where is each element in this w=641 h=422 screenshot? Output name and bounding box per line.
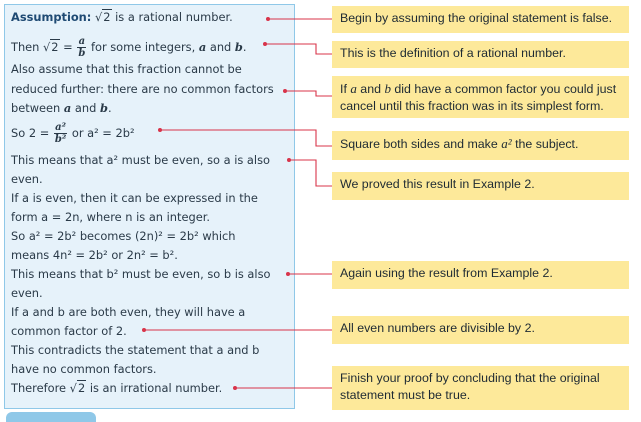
proof-line-5: between a and b.	[11, 101, 112, 115]
line2-suffix: for some integers,	[90, 40, 196, 54]
proof-line-13: This means that b² must be even, so b is also	[11, 267, 271, 281]
proof-line-7: This means that a² must be even, so a is also	[11, 153, 270, 167]
note-text: This is the definition of a rational number.	[340, 46, 566, 60]
proof-line-9: If a is even, then it can be expressed in the	[11, 191, 258, 205]
proof-line-definition: Then √2 = $\frac{a}{b}$ for some integers, a and b.	[11, 36, 247, 59]
line2-prefix: Then	[11, 40, 40, 54]
connector-dot-4	[158, 128, 162, 132]
note-again-example-2	[332, 261, 629, 289]
proof-line-8: even.	[11, 172, 43, 186]
connector-4	[160, 130, 332, 146]
note-conclusion: Finish your proof by concluding that the original statement must be true.	[332, 366, 629, 410]
note-text: Again using the result from Example 2.	[340, 266, 553, 280]
proof-line-14: even.	[11, 286, 43, 300]
note-even-divisible	[332, 316, 629, 344]
note-common-factor: If a and b did have a common factor you could just cancel until this fraction was in its simplest form.	[332, 76, 629, 118]
proof-line-3: Also assume that this fraction cannot be	[11, 62, 242, 76]
connector-dot-8	[233, 386, 237, 390]
proof-line-10: form a = 2n, where n is an integer.	[11, 210, 210, 224]
line2-equals: =	[63, 40, 73, 54]
connector-dot-2	[263, 42, 267, 46]
var-b: b	[234, 40, 243, 54]
proof-line-15: If a and b are both even, they will have a	[11, 305, 246, 319]
proof-line-4: reduced further: there are no common factors	[11, 82, 274, 96]
connector-dot-5	[287, 158, 291, 162]
connector-dot-7	[142, 328, 146, 332]
assumption-label: Assumption:	[11, 10, 92, 24]
fraction-a2-over-b2: $\frac{\text{a²}}{\text{b²}}$	[54, 122, 67, 145]
connector-3	[285, 91, 332, 96]
sqrt-symbol: √2	[94, 10, 111, 24]
proof-line-12: means 4n² = 2b² or 2n² = b².	[11, 248, 178, 262]
var-a: a	[198, 40, 207, 54]
note-rational-definition	[332, 41, 629, 68]
note-example-2	[332, 172, 629, 200]
and-word: and	[209, 40, 232, 54]
proof-line-11: So a² = 2b² becomes (2n)² = 2b² which	[11, 229, 236, 243]
assumption-text: is a rational number.	[115, 10, 233, 24]
note-assume-false	[332, 6, 629, 33]
proof-line-conclusion: Therefore √2 is an irrational number.	[11, 381, 223, 395]
note-text: Begin by assuming the original statement is false.	[340, 11, 613, 25]
proof-line-16: common factor of 2.	[11, 324, 127, 338]
proof-line-18: have no common factors.	[11, 362, 157, 376]
note-square-both-sides: Square both sides and make a² the subject.	[332, 131, 629, 160]
connector-dot-1	[266, 17, 270, 21]
connector-dot-3	[283, 89, 287, 93]
note-text: We proved this result in Example 2.	[340, 177, 535, 191]
note-text: All even numbers are divisible by 2.	[340, 321, 535, 335]
connector-2	[265, 44, 332, 54]
proof-line-square: So 2 = $\frac{\text{a²}}{\text{b²}}$ or a² = 2b²	[11, 122, 135, 145]
sqrt-symbol: √2	[43, 40, 59, 54]
connector-dot-6	[286, 272, 290, 276]
connector-5	[289, 160, 332, 186]
sqrt-symbol: √2	[69, 381, 86, 395]
proof-line-17: This contradicts the statement that a and b	[11, 343, 260, 357]
fraction-a-over-b: $\frac{a}{b}$	[78, 36, 86, 59]
